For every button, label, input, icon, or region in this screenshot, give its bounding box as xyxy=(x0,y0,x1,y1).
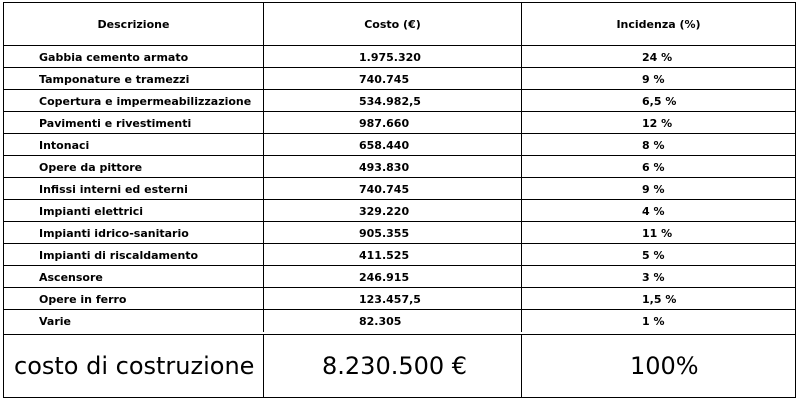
table-row xyxy=(4,266,795,288)
cost-table xyxy=(3,2,796,398)
table-row xyxy=(4,156,795,178)
table-row xyxy=(4,68,795,90)
header-row xyxy=(4,3,795,45)
row-costo: 658.440 xyxy=(264,134,522,156)
total-incidence: 100% xyxy=(630,352,699,380)
row-incidenza: 3 % xyxy=(642,270,665,284)
header-costo: Costo (€) xyxy=(264,3,522,45)
row-descrizione: Impianti di riscaldamento xyxy=(4,244,264,266)
total-cost: 8.230.500 € xyxy=(264,335,522,397)
table-row xyxy=(4,244,795,266)
row-costo: 905.355 xyxy=(264,222,522,244)
table-row xyxy=(4,46,795,68)
table-row xyxy=(4,134,795,156)
row-incidenza: 11 % xyxy=(642,226,673,240)
row-costo: 1.975.320 xyxy=(264,46,522,68)
row-costo: 123.457,5 xyxy=(264,288,522,310)
total-row xyxy=(4,335,795,397)
row-descrizione: Ascensore xyxy=(4,266,264,288)
row-incidenza: 8 % xyxy=(642,138,665,152)
row-incidenza: 1 % xyxy=(642,314,665,328)
row-incidenza: 4 % xyxy=(642,204,665,218)
table-row xyxy=(4,200,795,222)
table-row xyxy=(4,288,795,310)
row-costo: 329.220 xyxy=(264,200,522,222)
row-descrizione: Pavimenti e rivestimenti xyxy=(4,112,264,134)
row-incidenza: 6 % xyxy=(642,160,665,174)
row-descrizione: Impianti elettrici xyxy=(4,200,264,222)
row-incidenza: 9 % xyxy=(642,72,665,86)
row-costo: 411.525 xyxy=(264,244,522,266)
row-costo: 740.745 xyxy=(264,178,522,200)
row-incidenza: 5 % xyxy=(642,248,665,262)
header-descrizione: Descrizione xyxy=(4,3,264,45)
row-descrizione: Gabbia cemento armato xyxy=(4,46,264,68)
row-descrizione: Opere in ferro xyxy=(4,288,264,310)
row-descrizione: Intonaci xyxy=(4,134,264,156)
row-costo: 987.660 xyxy=(264,112,522,134)
row-incidenza: 12 % xyxy=(642,116,673,130)
row-costo: 493.830 xyxy=(264,156,522,178)
row-descrizione: Varie xyxy=(4,310,264,332)
header-incidenza: Incidenza (%) xyxy=(616,17,701,31)
row-descrizione: Infissi interni ed esterni xyxy=(4,178,264,200)
row-descrizione: Copertura e impermeabilizzazione xyxy=(4,90,264,112)
row-descrizione: Impianti idrico-sanitario xyxy=(4,222,264,244)
total-label: costo di costruzione xyxy=(4,335,264,397)
table-row xyxy=(4,112,795,134)
table-row xyxy=(4,178,795,200)
row-incidenza: 6,5 % xyxy=(642,94,677,108)
row-descrizione: Tamponature e tramezzi xyxy=(4,68,264,90)
table-row xyxy=(4,310,795,332)
row-incidenza: 1,5 % xyxy=(642,292,677,306)
row-costo: 82.305 xyxy=(264,310,522,332)
row-incidenza: 24 % xyxy=(642,50,673,64)
row-costo: 740.745 xyxy=(264,68,522,90)
row-incidenza: 9 % xyxy=(642,182,665,196)
table-row xyxy=(4,90,795,112)
table-row xyxy=(4,222,795,244)
row-descrizione: Opere da pittore xyxy=(4,156,264,178)
row-costo: 534.982,5 xyxy=(264,90,522,112)
row-costo: 246.915 xyxy=(264,266,522,288)
